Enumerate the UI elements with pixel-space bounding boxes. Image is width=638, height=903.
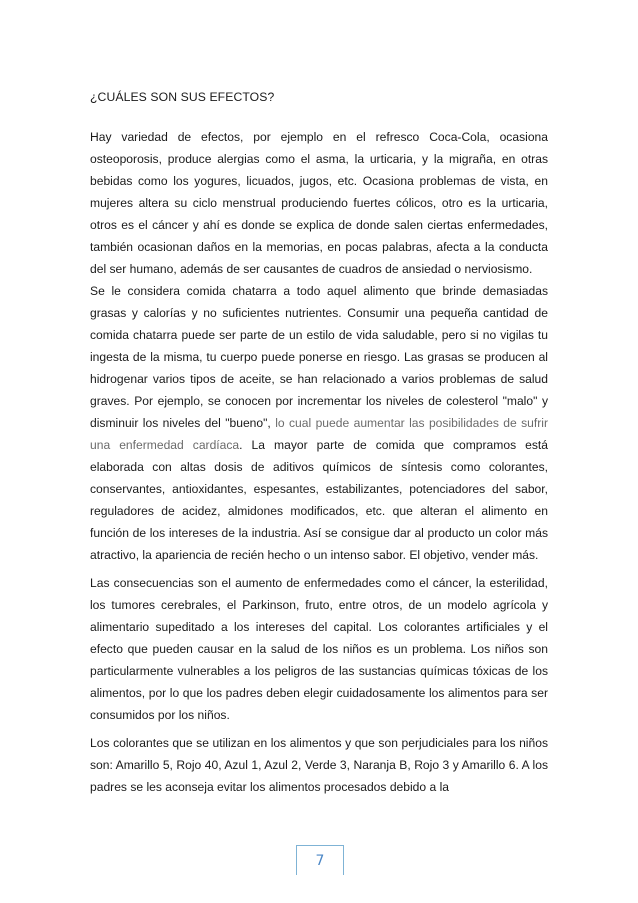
paragraph-colorants: Los colorantes que se utilizan en los alimentos y que son perjudiciales para los niños son: Amarillo 5, Rojo 40, Azul 1, Azul 2, Verde 3, Naranja B, Rojo 3 y Amarillo 6. A los padres se les aconseja evitar los alimentos procesados debido a la — [90, 736, 548, 794]
page-number: 7 — [296, 845, 344, 875]
body-text — [90, 126, 548, 798]
paragraph-consequences: Las consecuencias son el aumento de enfermedades como el cáncer, la esterilidad, los tumores cerebrales, el Parkinson, fruto, entre otros, de un modelo agrícola y alimentario supeditado a los intereses del capital. Los colorantes artificiales y el efecto que pueden causar en la salud de los niños es un problema. Los niños son particularmente vulnerables a los peligros de las sustancias químicas tóxicas de los alimentos, por lo que los padres deben elegir cuidadosamente los alimentos para ser consumidos por los niños. — [90, 576, 548, 722]
section-heading: ¿CUÁLES SON SUS EFECTOS? — [90, 90, 275, 104]
paragraph-junk-food-part-2: . La mayor parte de comida que compramos está elaborada con altas dosis de aditivos químicos de síntesis como colorantes, conservantes, antioxidantes, espesantes, estabilizantes, potenciadores del sabor, reguladores de acidez, almidones modificados, etc. que alteran el alimento en función de los intereses de la industria. Así se consigue dar al producto un color más atractivo, la apariencia de recién hecho o un intenso sabor. El objetivo, vender más. — [90, 438, 549, 562]
paragraph-effects: Hay variedad de efectos, por ejemplo en el refresco Coca-Cola, ocasiona osteoporosis, produce alergias como el asma, la urticaria, y la migraña, en otras bebidas como los yogures, licuados, jugos, etc. Ocasiona problemas de vista, en mujeres altera su ciclo menstrual produciendo fuertes cólicos, otro es la urticaria, otros es el cáncer y ahí es donde se explica de donde salen ciertas enfermedades, también ocasionan daños en la memorias, en pocas palabras, afecta a la conducta del ser humano, además de ser causantes de cuadros de ansiedad o nerviosismo. — [90, 130, 548, 276]
paragraph-junk-food — [90, 280, 548, 566]
paragraph-junk-food-highlight: lo cual puede aumentar las posibilidades de sufrir una enfermedad cardíaca — [90, 416, 548, 452]
paragraph-junk-food-part-1: Se le considera comida chatarra a todo aquel alimento que brinde demasiadas grasas y calorías y no suficientes nutrientes. Consumir una pequeña cantidad de comida chatarra puede ser parte de un estilo de vida saludable, pero si no vigilas tu ingesta de la misma, tu cuerpo puede ponerse en riesgo. Las grasas se producen al hidrogenar varios tipos de aceite, se han relacionado a varios problemas de salud graves. Por ejemplo, se conocen por incrementar los niveles de colesterol "malo" y disminuir los niveles del "bueno", — [90, 284, 548, 430]
